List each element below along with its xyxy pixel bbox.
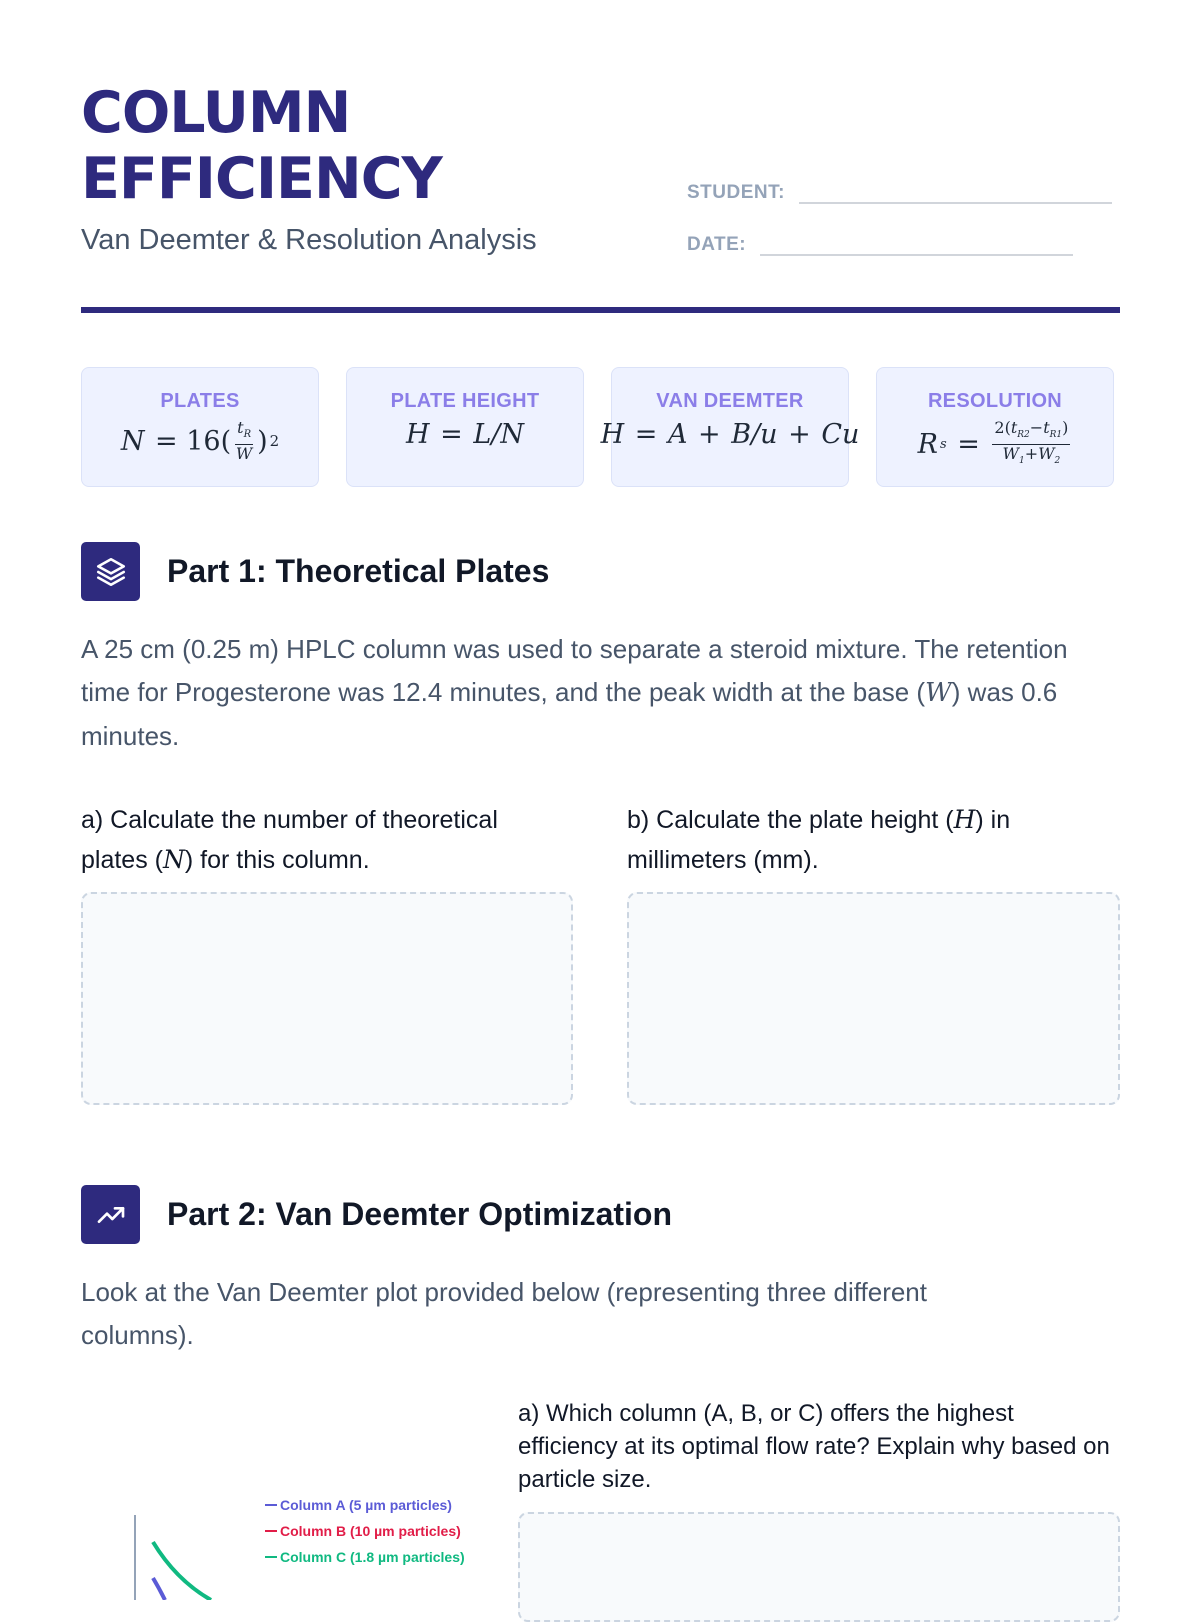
page-title: [81, 80, 442, 212]
page-subtitle: Van Deemter & Resolution Analysis: [81, 224, 537, 256]
title-line-2: EFFICIENCY: [81, 146, 442, 212]
layers-icon: [81, 542, 140, 601]
q1b-text-b: ) in millimeters (mm).: [627, 806, 1011, 874]
legend-item: [265, 1497, 452, 1513]
legend-item: [265, 1523, 461, 1539]
formula-resolution: R s = $\frac{2(t_{R2}-t_{R1})}{W_1+W_2}$: [917, 418, 1069, 467]
formula-plate-height: H = L/N: [406, 419, 524, 450]
formula-van-deemter: H = A + B/u + Cu: [600, 419, 860, 450]
van-deemter-chart: [81, 1490, 501, 1600]
chart-legend: [265, 1497, 465, 1565]
question-1b: [627, 800, 1097, 880]
var-n: N: [162, 845, 185, 874]
formula-card-van-deemter: [600, 367, 860, 487]
legend-item: [265, 1549, 465, 1565]
student-field: [687, 176, 1112, 204]
formula-card-plates: [81, 367, 319, 487]
title-line-1: COLUMN: [81, 80, 351, 146]
part1-title: Part 1: Theoretical Plates: [167, 553, 550, 589]
formula-plates: N = 16( $\frac{t_R}{W}$ ) 2: [120, 418, 280, 464]
answer-box-1a[interactable]: [81, 892, 573, 1105]
date-line[interactable]: [760, 228, 1073, 256]
worksheet: [81, 0, 1120, 1600]
q1b-text-a: b) Calculate the plate height (: [627, 806, 954, 834]
legend-label: Column A (5 µm particles): [280, 1497, 452, 1513]
part1-intro: [81, 628, 1120, 758]
var-h: H: [953, 805, 976, 834]
legend-label: Column C (1.8 µm particles): [280, 1549, 465, 1565]
header-divider: [81, 307, 1120, 313]
part2-header: [81, 1185, 672, 1244]
formula-label: VAN DEEMTER: [656, 390, 804, 412]
var-w: W: [925, 678, 952, 708]
student-name-line[interactable]: [799, 176, 1112, 204]
answer-box-1b[interactable]: [627, 892, 1120, 1105]
student-label: STUDENT:: [687, 182, 785, 203]
part1-header: [81, 542, 549, 601]
formula-label: RESOLUTION: [927, 390, 1063, 412]
question-2a: a) Which column (A, B, or C) offers the highest efficiency at its optimal flow rate? Explain why based on particle size.: [518, 1400, 1110, 1493]
part1-intro-text-a: A 25 cm (0.25 m) HPLC column was used to separate a steroid mixture. The retention time for Progesterone was 12.4 minutes, and the peak width at the base (: [81, 634, 1068, 707]
formula-label: PLATE HEIGHT: [390, 390, 540, 412]
question-1a: [81, 800, 566, 880]
part2-title: Part 2: Van Deemter Optimization: [167, 1196, 673, 1232]
part1-intro-text-b: ) was 0.6 minutes.: [81, 677, 1058, 751]
date-field: [687, 228, 1073, 256]
answer-box-2a[interactable]: [518, 1512, 1120, 1622]
formula-card-plate-height: [346, 367, 584, 487]
legend-label: Column B (10 µm particles): [280, 1523, 461, 1539]
formula-card-resolution: [876, 367, 1114, 487]
series-line-a: [153, 1578, 165, 1600]
formula-label: PLATES: [160, 390, 240, 412]
trending-up-icon: [81, 1185, 140, 1244]
formula-cards: [81, 367, 1120, 487]
q1a-text-b: ) for this column.: [184, 846, 370, 874]
q1a-text-a: a) Calculate the number of theoretical plates (: [81, 806, 498, 874]
date-label: DATE:: [687, 234, 747, 255]
part2-intro: Look at the Van Deemter plot provided below (representing three different columns).: [81, 1277, 927, 1350]
